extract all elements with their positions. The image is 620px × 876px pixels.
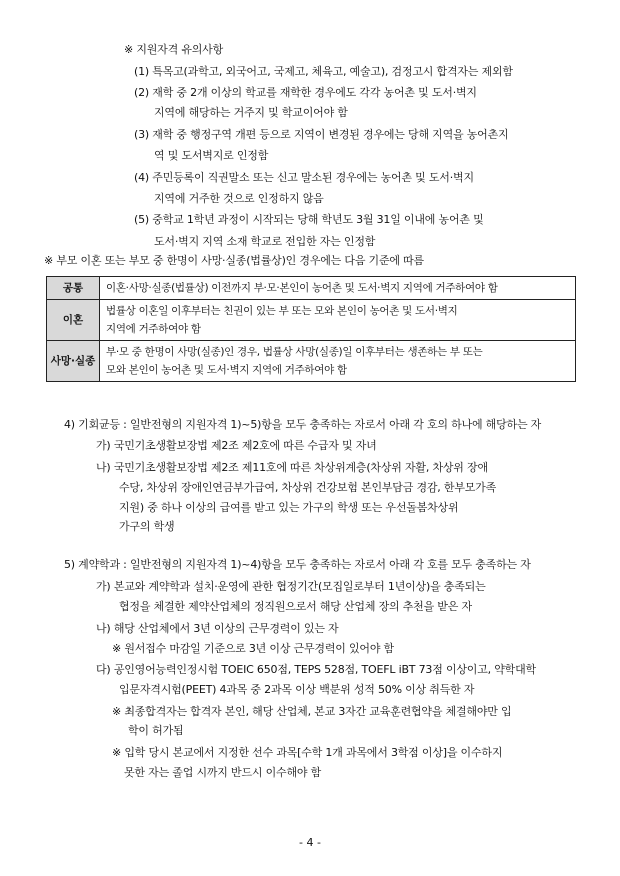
divorce-note: ※ 부모 이혼 또는 부모 중 한명이 사망·실종(법률상)인 경우에는 다음 기준에 따름: [44, 254, 424, 267]
row-body-line: 모와 본인이 농어촌 및 도서·벽지 지역에 거주하여야 함: [106, 364, 347, 376]
section-5-item-c-note-1: ※ 최종합격자는 합격자 본인, 해당 산업체, 본교 3자간 교육훈련협약을 체결해야만 입: [112, 705, 512, 718]
section-5-item-b: 나) 해당 산업체에서 3년 이상의 근무경력이 있는 자: [96, 622, 339, 635]
note-item-2-cont: 지역에 해당하는 거주지 및 학교이어야 함: [154, 106, 348, 119]
table-row: [47, 300, 576, 341]
table-row: [47, 341, 576, 382]
eligibility-note-title: ※ 지원자격 유의사항: [124, 43, 224, 56]
section-4-item-b-cont: 수당, 차상위 장애인연금부가급여, 차상위 건강보험 본인부담금 경감, 한부모가족: [119, 481, 497, 494]
table-row: [47, 277, 576, 300]
section-5-item-c-cont: 입문자격시험(PEET) 4과목 중 2과목 이상 백분위 성적 50% 이상 취득한 자: [119, 683, 475, 696]
section-4-item-b-cont: 가구의 학생: [119, 520, 175, 533]
page-number: - 4 -: [299, 836, 321, 849]
section-5-item-c-note-1-cont: 학이 허가됨: [128, 724, 184, 737]
criteria-table: [46, 276, 576, 382]
section-4-item-b-cont: 지원) 중 하나 이상의 급여를 받고 있는 가구의 학생 또는 우선돌봄차상위: [119, 501, 459, 514]
note-item-5-cont: 도서·벽지 지역 소재 학교로 전입한 자는 인정함: [154, 235, 376, 248]
section-4-item-a: 가) 국민기초생활보장법 제2조 제2호에 따른 수급자 및 자녀: [96, 439, 377, 452]
note-item-4: (4) 주민등록이 직권말소 또는 신고 말소된 경우에는 농어촌 및 도서·벽지: [134, 171, 474, 184]
row-body-line: 법률상 이혼일 이후부터는 친권이 있는 부 또는 모와 본인이 농어촌 및 도서·벽지: [106, 305, 458, 317]
row-body-divorce: [100, 300, 576, 341]
note-item-4-cont: 지역에 거주한 것으로 인정하지 않음: [154, 192, 324, 205]
row-body-line: 지역에 거주하여야 함: [106, 323, 201, 335]
section-5-item-c-note-2-cont: 못한 자는 졸업 시까지 반드시 이수해야 함: [124, 766, 322, 779]
section-5-item-b-note: ※ 원서접수 마감일 기준으로 3년 이상 근무경력이 있어야 함: [112, 642, 394, 655]
row-body-line: 부·모 중 한명이 사망(실종)인 경우, 법률상 사망(실종)일 이후부터는 생존하는 부 또는: [106, 346, 483, 358]
row-head-common: 공통: [47, 277, 100, 300]
note-item-3: (3) 재학 중 행정구역 개편 등으로 지역이 변경된 경우에는 당해 지역을 농어촌지: [134, 128, 509, 141]
section-5-title: 5) 계약학과 : 일반전형의 지원자격 1)~4)항을 모두 충족하는 자로서 아래 각 호를 모두 충족하는 자: [64, 558, 531, 571]
section-4-title: 4) 기회균등 : 일반전형의 지원자격 1)~5)항을 모두 충족하는 자로서 아래 각 호의 하나에 해당하는 자: [64, 418, 542, 431]
row-body-line: 이혼·사망·실종(법률상) 이전까지 부·모·본인이 농어촌 및 도서·벽지 지역에 거주하여야 함: [106, 282, 498, 294]
row-body-death: [100, 341, 576, 382]
section-5-item-a: 가) 본교와 계약학과 설치·운영에 관한 협정기간(모집일로부터 1년이상)을 충족되는: [96, 580, 486, 593]
note-item-3-cont: 역 및 도서벽지로 인정함: [154, 149, 269, 162]
row-head-divorce: 이혼: [47, 300, 100, 341]
note-item-1: (1) 특목고(과학고, 외국어고, 국제고, 체육고, 예술고), 검정고시 합격자는 제외함: [134, 65, 513, 78]
section-5-item-a-cont: 협정을 체결한 제약산업체의 정직원으로서 해당 산업체 장의 추천을 받은 자: [119, 600, 472, 613]
section-5-item-c: 다) 공인영어능력인정시험 TOEIC 650점, TEPS 528점, TOEFL iBT 73점 이상이고, 약학대학: [96, 663, 536, 676]
section-5-item-c-note-2: ※ 입학 당시 본교에서 지정한 선수 과목[수학 1개 과목에서 3학점 이상]을 이수하지: [112, 746, 503, 759]
note-item-5: (5) 중학교 1학년 과정이 시작되는 당해 학년도 3월 31일 이내에 농어촌 및: [134, 213, 484, 226]
section-4-item-b: 나) 국민기초생활보장법 제2조 제11호에 따른 차상위계층(차상위 자활, 차상위 장애: [96, 461, 488, 474]
row-head-death: 사망·실종: [47, 341, 100, 382]
row-body-common: [100, 277, 576, 300]
note-item-2: (2) 재학 중 2개 이상의 학교를 재학한 경우에도 각각 농어촌 및 도서·벽지: [134, 86, 477, 99]
